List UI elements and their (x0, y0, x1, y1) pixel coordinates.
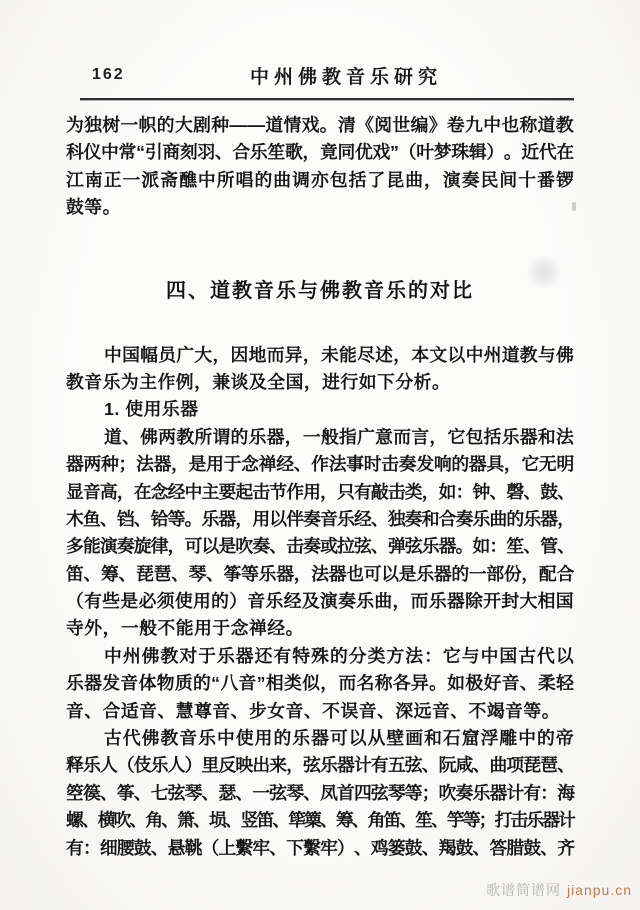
body-text (66, 112, 574, 862)
text-line: 显 音 高 ， 在 念 经 中 主 要 起 击 节 作 用 ， 只 有 敲 击 类 ， 如 ： 钟 、 磬 、 鼓 、 (66, 481, 575, 502)
text-line: 乐 器 发 音 体 物 质 的 “ 八 音 ” 相 类 似 ， 而 名 称 各 异 。 如 极 好 音 、 柔 轻 (66, 673, 574, 694)
watermark-site-url: jianpu.cn (566, 882, 632, 898)
text-line: 木 鱼 、 铛 、 铪 等 。 乐 器 ， 用 以 伴 奏 音 乐 经 、 独 奏 和 合 奏 乐 曲 的 乐 器 ， (66, 508, 575, 529)
watermark-site-name: 歌谱简谱网 (485, 882, 561, 898)
text-line: 寺 外 ， 一 般 不 能 用 于 念 禅 经 。 (66, 618, 304, 639)
text-line: 音 、 合 适 音 、 慧 尊 音 、 步 女 音 、 不 误 音 、 深 远 音 、 不 竭 音 等 。 (66, 700, 560, 721)
text-line: 教 音 乐 为 主 作 例 ， 兼 谈 及 全 国 ， 进 行 如 下 分 析 。 (66, 371, 450, 392)
text-line: （ 有 些 是 必 须 使 用 的 ） 音 乐 经 及 演 奏 乐 曲 ， 而 乐 器 除 开 封 大 相 国 (66, 591, 574, 612)
text-line: 古 代 佛 教 音 乐 中 使 用 的 乐 器 可 以 从 壁 画 和 石 窟 浮 雕 中 的 帝 (104, 728, 574, 749)
text-line: 科 仪 中 常 “ 引 商 刻 羽 、 合 乐 笙 歌 ， 竟 同 优 戏 ” （ 叶 梦 珠 辑 ） 。 近 代 在 (66, 142, 575, 163)
text-line: 螺 、 横 吹 、 角 、 箫 、 埙 、 竖 笛 、 筚 篥 、 筹 、 角 笛 、 笙 、 竽 等 ； 打 击 乐 器 计 (66, 810, 576, 831)
text-line: 1 . 使 用 乐 器 (104, 399, 198, 420)
text-line: 江 南 正 一 派 斋 醮 中 所 唱 的 曲 调 亦 包 括 了 昆 曲 ， 演 奏 民 间 十 番 锣 (66, 169, 574, 190)
text-line: 笛 、 筹 、 琵 琶 、 琴 、 筝 等 乐 器 ， 法 器 也 可 以 是 乐 器 的 一 部 份 ， 配 合 (66, 563, 575, 584)
header-rule (80, 98, 574, 100)
running-title: 中州佛教音乐研究 (249, 67, 442, 88)
paragraph-continued (66, 112, 574, 222)
section-body (66, 342, 574, 862)
page-number: 162 (92, 66, 125, 83)
text-line: 释 乐 人 （ 伎 乐 人 ） 里 反 映 出 来 ， 弦 乐 器 计 有 五 弦 、 阮 咸 、 曲 项 琵 琶 、 (66, 755, 575, 776)
text-line: 多 能 演 奏 旋 律 ， 可 以 是 吹 奏 、 击 奏 或 拉 弦 、 弹 弦 乐 器 。 如 ： 笙 、 管 、 (66, 536, 575, 557)
text-line: 有 ： 细 腰 鼓 、 悬 鞉 （ 上 繫 牢 、 下 繫 牢 ） 、 鸡 篓 鼓 、 羯 鼓 、 答 腊 鼓 、 齐 (66, 837, 575, 858)
text-line: 道 、 佛 两 教 所 谓 的 乐 器 ， 一 般 指 广 意 而 言 ， 它 包 括 乐 器 和 法 (104, 426, 574, 447)
scan-artifact-speck (572, 202, 576, 211)
section-heading: 四、道教音乐与佛教音乐的对比 (166, 279, 474, 302)
text-line: 中 州 佛 教 对 于 乐 器 还 有 特 殊 的 分 类 方 法 ： 它 与 中 国 古 代 以 (104, 645, 574, 666)
text-line: 为 独 树 一 帜 的 大 剧 种 —— 道 情 戏 。 清 《 阅 世 编 》 卷 九 中 也 称 道 教 (66, 115, 574, 135)
watermark (486, 880, 632, 900)
text-line: 器 两 种 ； 法 器 ， 是 用 于 念 禅 经 、 作 法 事 时 击 奏 发 响 的 器 具 ， 它 无 明 (66, 454, 575, 475)
text-line: 鼓 等 。 (66, 197, 121, 218)
scan-artifact-smudge (524, 256, 564, 288)
text-line: 中 国 幅 员 广 大 ， 因 地 而 异 ， 未 能 尽 述 ， 本 文 以 中 州 道 教 与 佛 (104, 344, 574, 365)
text-line: 箜 篌 、 筝 、 七 弦 琴 、 瑟 、 一 弦 琴 、 凤 首 四 弦 琴 等 ； 吹 奏 乐 器 计 有 ： 海 (66, 782, 575, 803)
